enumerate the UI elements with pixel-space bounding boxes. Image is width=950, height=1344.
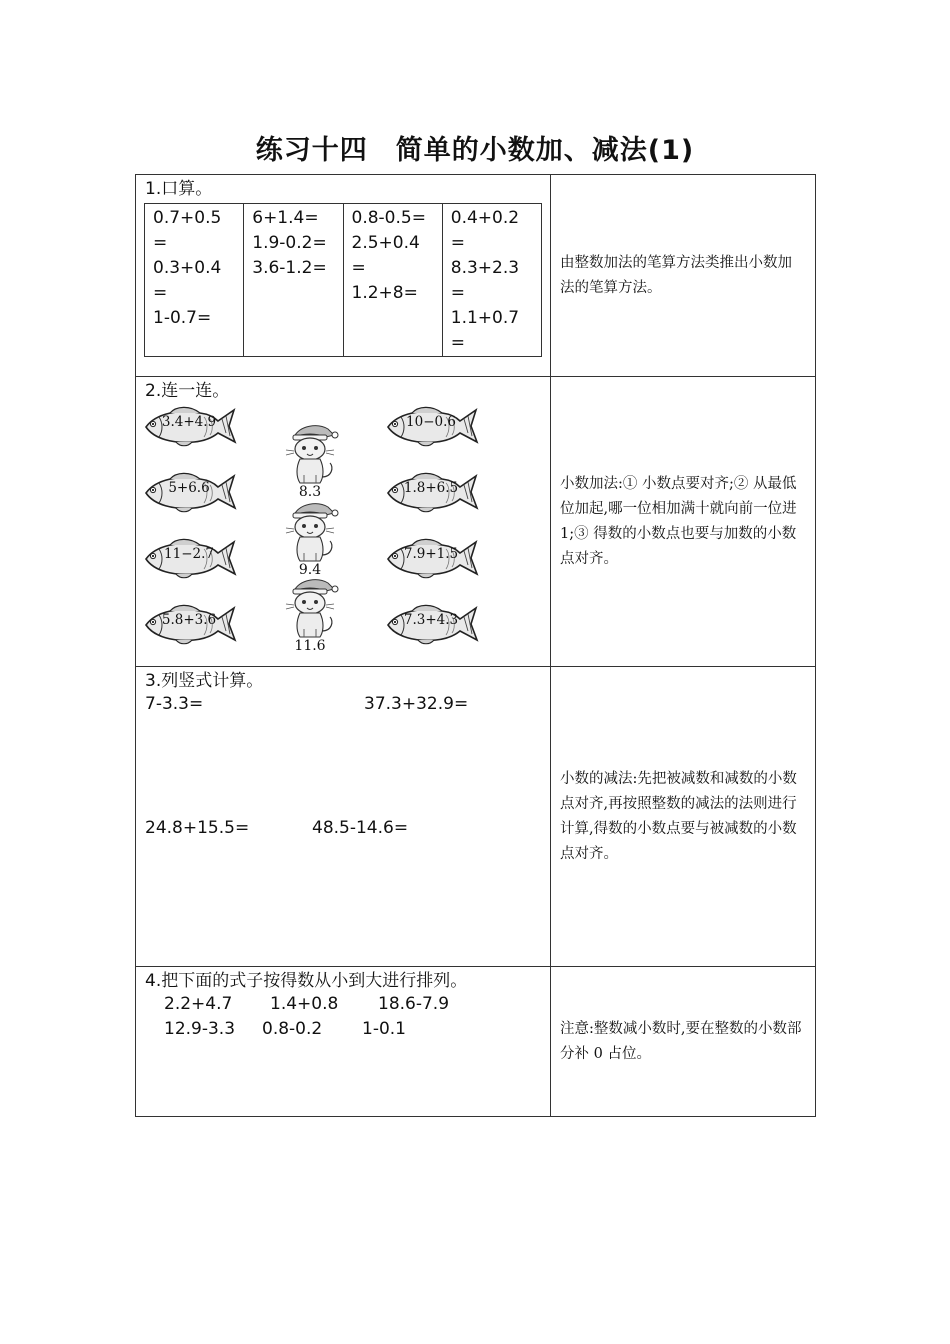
- sort-item: 1-0.1: [362, 1019, 406, 1039]
- sort-item: 1.4+0.8: [270, 994, 339, 1014]
- vertical-calc-4: 48.5-14.6=: [312, 818, 409, 838]
- vertical-calc-3: 24.8+15.5=: [145, 818, 250, 838]
- fish-right-3[interactable]: [384, 537, 480, 579]
- oral-calc-grid: [144, 203, 542, 357]
- q3-area: [136, 667, 550, 965]
- fish-right-2[interactable]: [384, 471, 480, 513]
- q4-note: 注意:整数减小数时,要在整数的小数部分补 0 占位。: [560, 1020, 802, 1062]
- row-q3: [136, 667, 816, 967]
- oral-item: 1.1+0.7=: [450, 308, 520, 353]
- vertical-calc-1: 7-3.3=: [145, 694, 204, 714]
- cat-2[interactable]: [282, 501, 342, 581]
- fish-right-1[interactable]: [384, 405, 480, 447]
- cat-3[interactable]: [282, 577, 342, 657]
- q2-note-cell: [551, 377, 816, 667]
- sort-item: 0.8-0.2: [262, 1019, 323, 1039]
- oral-item: 0.8-0.5=: [351, 208, 426, 228]
- fish-label: 3.4+4.9: [161, 414, 217, 430]
- q4-area: [136, 967, 550, 1115]
- q3-note-cell: [551, 667, 816, 967]
- oral-item: 8.3+2.3=: [450, 258, 520, 303]
- oral-col-1: [145, 204, 244, 357]
- q3-note: 小数的减法:先把被减数和减数的小数点对齐,再按照整数的减法的法则进行计算,得数的小数点要与被减数的小数点对齐。: [560, 770, 797, 862]
- q4-cell: [136, 967, 551, 1117]
- matching-area: [136, 403, 550, 665]
- fish-label: 10−0.6: [406, 414, 456, 430]
- row-q4: [136, 967, 816, 1117]
- oral-item: 1.9-0.2=: [252, 233, 327, 253]
- exercise-table: [135, 174, 816, 1117]
- cat-label: 8.3: [298, 484, 322, 500]
- q1-title: 1.口算。: [145, 179, 213, 199]
- fish-left-4[interactable]: [142, 603, 238, 645]
- fish-left-3[interactable]: [142, 537, 238, 579]
- fish-right-4[interactable]: [384, 603, 480, 645]
- oral-item: 0.4+0.2=: [450, 208, 520, 253]
- q2-note: 小数加法:① 小数点要对齐;② 从最低位加起,哪一位相加满十就向前一位进 1;③ 得数的小数点也要与加数的小数点对齐。: [560, 475, 797, 567]
- fish-left-2[interactable]: [142, 471, 238, 513]
- oral-item: 2.5+0.4=: [351, 233, 420, 278]
- oral-item: 3.6-1.2=: [252, 258, 327, 278]
- sort-item: 12.9-3.3: [164, 1019, 236, 1039]
- cat-1[interactable]: [282, 423, 342, 503]
- fish-label: 1.8+6.5: [403, 480, 459, 496]
- cat-label: 9.4: [298, 562, 322, 578]
- oral-col-2: [244, 204, 343, 357]
- vertical-calc-2: 37.3+32.9=: [364, 694, 469, 714]
- fish-label: 5+6.6: [168, 480, 210, 496]
- q2-title: 2.连一连。: [145, 381, 230, 401]
- oral-item: 0.7+0.5=: [153, 208, 222, 253]
- fish-label: 5.8+3.6: [161, 612, 217, 628]
- q1-cell: [136, 175, 551, 377]
- oral-item: 1-0.7=: [153, 308, 212, 328]
- row-q1: [136, 175, 816, 377]
- fish-left-1[interactable]: [142, 405, 238, 447]
- oral-item: 6+1.4=: [252, 208, 319, 228]
- fish-label: 11−2.7: [164, 546, 214, 562]
- q3-title: 3.列竖式计算。: [145, 671, 264, 691]
- q1-note-cell: [551, 175, 816, 377]
- cat-label: 11.6: [294, 638, 326, 654]
- oral-item: 0.3+0.4=: [153, 258, 222, 303]
- q3-cell: [136, 667, 551, 967]
- oral-item: 1.2+8=: [351, 283, 418, 303]
- q2-cell: [136, 377, 551, 667]
- q4-note-cell: [551, 967, 816, 1117]
- sort-item: 18.6-7.9: [378, 994, 450, 1014]
- oral-col-4: [442, 204, 541, 357]
- fish-label: 7.3+4.3: [403, 612, 459, 628]
- q1-note: 由整数加法的笔算方法类推出小数加法的笔算方法。: [560, 254, 792, 296]
- sort-item: 2.2+4.7: [164, 994, 233, 1014]
- fish-label: 7.9+1.5: [403, 546, 459, 562]
- page-title: 练习十四 简单的小数加、减法(1): [255, 135, 695, 166]
- row-q2: [136, 377, 816, 667]
- q4-title: 4.把下面的式子按得数从小到大进行排列。: [145, 971, 468, 991]
- oral-col-3: [343, 204, 442, 357]
